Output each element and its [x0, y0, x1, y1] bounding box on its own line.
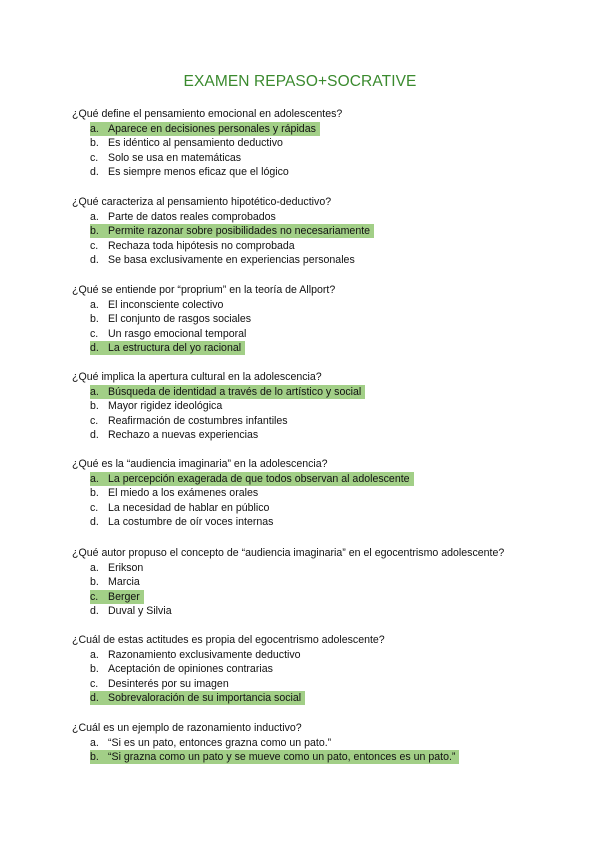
option-text: Berger — [108, 590, 140, 603]
option-text: El inconsciente colectivo — [108, 298, 224, 311]
answer-option — [90, 515, 273, 529]
option-letter: b. — [90, 313, 99, 326]
answer-option — [90, 327, 246, 341]
option-text: Razonamiento exclusivamente deductivo — [108, 648, 301, 661]
question-text: ¿Qué implica la apertura cultural en la adolescencia? — [72, 371, 322, 383]
option-letter: d. — [90, 166, 99, 179]
option-letter: a. — [90, 736, 99, 749]
option-text: Solo se usa en matemáticas — [108, 151, 242, 164]
option-text: Rechazo a nuevas experiencias — [108, 429, 259, 442]
question-text: ¿Qué es la “audiencia imaginaria” en la adolescencia? — [72, 458, 328, 470]
answer-option-correct — [90, 590, 144, 604]
answer-option — [90, 239, 295, 253]
option-letter: b. — [90, 400, 99, 413]
answer-option-correct — [90, 385, 365, 399]
option-text: Permite razonar sobre posibilidades no necesariamente — [108, 225, 371, 238]
answer-option-correct — [90, 341, 245, 355]
option-text: Marcia — [108, 576, 140, 589]
answer-option — [90, 736, 331, 750]
option-text: El miedo a los exámenes orales — [108, 487, 259, 500]
question-text: ¿Cuál es un ejemplo de razonamiento inductivo? — [72, 722, 302, 734]
option-letter: d. — [90, 516, 99, 529]
option-letter: c. — [90, 501, 99, 514]
answer-option — [90, 151, 241, 165]
option-letter: b. — [90, 225, 99, 238]
option-letter: a. — [90, 298, 99, 311]
option-text: Un rasgo emocional temporal — [108, 327, 247, 340]
answer-option — [90, 662, 273, 676]
option-letter: a. — [90, 122, 99, 135]
answer-option-correct — [90, 122, 320, 136]
option-letter: a. — [90, 561, 99, 574]
question-text: ¿Qué se entiende por “proprium” en la teoría de Allport? — [72, 284, 336, 296]
question-text: ¿Cuál de estas actitudes es propia del egocentrismo adolescente? — [72, 634, 385, 646]
option-letter: c. — [90, 151, 99, 164]
option-letter: c. — [90, 414, 99, 427]
option-text: “Si es un pato, entonces grazna como un pato.” — [108, 736, 332, 749]
option-text: Es siempre menos eficaz que el lógico — [108, 166, 289, 179]
option-text: Rechaza toda hipótesis no comprobada — [108, 239, 295, 252]
option-letter: d. — [90, 605, 99, 618]
answer-option — [90, 136, 283, 150]
option-letter: c. — [90, 239, 99, 252]
option-letter: b. — [90, 751, 99, 764]
option-text: La costumbre de oír voces internas — [108, 516, 274, 529]
answer-option-correct — [90, 224, 374, 238]
question-text: ¿Qué define el pensamiento emocional en adolescentes? — [72, 108, 343, 120]
option-text: Se basa exclusivamente en experiencias personales — [108, 254, 355, 267]
option-letter: b. — [90, 663, 99, 676]
option-letter: b. — [90, 137, 99, 150]
page-title: EXAMEN REPASO+SOCRATIVE — [183, 73, 417, 90]
option-letter: c. — [90, 677, 99, 690]
option-letter: d. — [90, 429, 99, 442]
option-letter: b. — [90, 576, 99, 589]
option-letter: b. — [90, 487, 99, 500]
option-letter: c. — [90, 327, 99, 340]
option-text: “Si grazna como un pato y se mueve como un pato, entonces es un pato.” — [108, 751, 456, 764]
answer-option — [90, 648, 301, 662]
answer-option — [90, 210, 276, 224]
option-text: Aparece en decisiones personales y rápidas — [108, 122, 316, 135]
answer-option — [90, 298, 223, 312]
option-text: Erikson — [108, 561, 144, 574]
option-letter: d. — [90, 254, 99, 267]
answer-option — [90, 165, 289, 179]
option-letter: a. — [90, 648, 99, 661]
answer-option — [90, 561, 143, 575]
option-letter: a. — [90, 472, 99, 485]
answer-option — [90, 399, 222, 413]
answer-option — [90, 575, 140, 589]
option-text: El conjunto de rasgos sociales — [108, 313, 252, 326]
answer-option-correct — [90, 472, 414, 486]
option-letter: a. — [90, 210, 99, 223]
option-letter: c. — [90, 590, 99, 603]
option-text: Reafirmación de costumbres infantiles — [108, 414, 288, 427]
answer-option — [90, 253, 355, 267]
answer-option — [90, 501, 269, 515]
answer-option — [90, 486, 258, 500]
answer-option — [90, 312, 251, 326]
answer-option-correct — [90, 750, 459, 764]
option-text: Desinterés por su imagen — [108, 677, 229, 690]
answer-option-correct — [90, 691, 305, 705]
answer-option — [90, 414, 288, 428]
option-text: Parte de datos reales comprobados — [108, 210, 276, 223]
option-text: Es idéntico al pensamiento deductivo — [108, 137, 283, 150]
option-text: Sobrevaloración de su importancia social — [108, 692, 302, 705]
option-text: Duval y Silvia — [108, 605, 172, 618]
answer-option — [90, 604, 172, 618]
option-letter: d. — [90, 692, 99, 705]
option-text: La estructura del yo racional — [108, 342, 242, 355]
option-letter: d. — [90, 342, 99, 355]
option-text: Búsqueda de identidad a través de lo artístico y social — [108, 385, 362, 398]
answer-option — [90, 428, 258, 442]
option-text: La percepción exagerada de que todos observan al adolescente — [108, 472, 410, 485]
option-text: Mayor rigidez ideológica — [108, 400, 223, 413]
option-text: La necesidad de hablar en público — [108, 501, 270, 514]
option-text: Aceptación de opiniones contrarias — [108, 663, 273, 676]
option-letter: a. — [90, 385, 99, 398]
question-text: ¿Qué autor propuso el concepto de “audiencia imaginaria” en el egocentrismo adolescente? — [72, 547, 505, 559]
question-text: ¿Qué caracteriza al pensamiento hipotético-deductivo? — [72, 196, 332, 208]
answer-option — [90, 677, 229, 691]
